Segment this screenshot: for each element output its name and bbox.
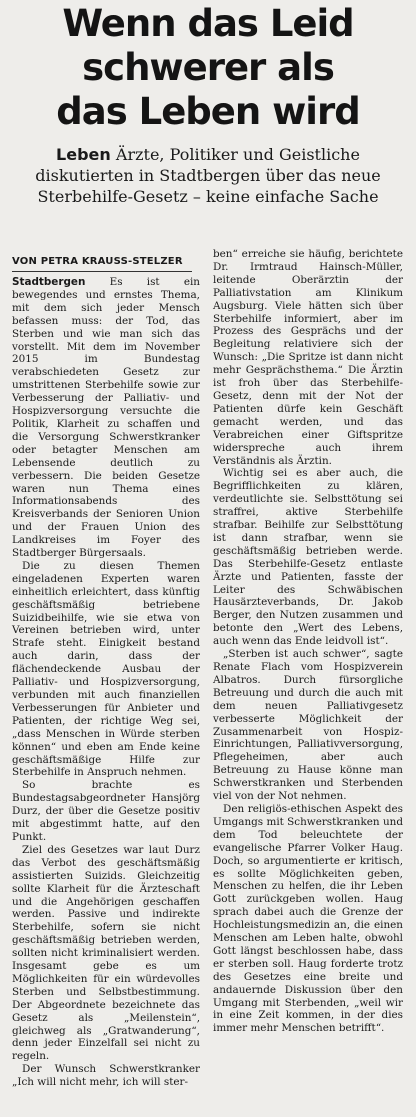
subheadline bbox=[0, 144, 416, 207]
paragraph: Ziel des Gesetzes war laut Durz das Verbot des geschäftsmäßig assistierten Suizids. Gleichzeitig sollte Klarheit für die Ärzteschaft und die Angehörigen geschaffen werden. Passive und indirekte Sterbehilfe, sofern sie nicht geschäftsmäßig betrieben werden, sollten nicht kriminalisiert werden. Insgesamt gebe es um Möglichkeiten für ein würdevolles Sterben und Selbstbestimmung. Der Abgeordnete bezeichnete das Gesetz als „Meilenstein“, gleichweg als „Gratwanderung“, denn jeder Einzelfall sei nicht zu regeln. bbox=[12, 843, 200, 1063]
paragraph: So brachte es Bundestagsabgeordneter Hansjörg Durz, der über die Gesetze positiv mit abgestimmt hatte, auf den Punkt. bbox=[12, 779, 200, 843]
subhead-lead-word: Leben bbox=[56, 145, 111, 164]
dateline: Stadtbergen bbox=[12, 276, 86, 288]
paragraph: Der Wunsch Schwerstkranker „Ich will nicht mehr, ich will ster- bbox=[12, 1063, 200, 1089]
headline-line-3: das Leben wird bbox=[56, 90, 360, 133]
paragraph: Wichtig sei es aber auch, die Begrifflichkeiten zu klären, verdeutlichte sie. Selbsttötung sei straffrei, aktive Sterbehilfe strafbar. Beihilfe zur Selbsttötung ist dann strafbar, wenn sie geschäftsmäßig betrieben werde. Das Sterbehilfe-Gesetz entlaste Ärzte und Patienten, fasste der Leiter des Schwäbischen Hausärzteverbands, Dr. Jakob Berger, den Nutzen zusammen und betonte den „Wert des Lebens, auch wenn das Ende leidvoll ist“. bbox=[213, 467, 403, 648]
column-left bbox=[12, 276, 200, 1089]
column-right bbox=[213, 248, 403, 1035]
paragraph: ben“ erreiche sie häufig, berichtete Dr. Irmtraud Hainsch-Müller, leitende Oberärztin der Palliativstation am Klinikum Augsburg. Viele hätten sich über Sterbehilfe informiert, aber im Prozess des Gesprächs und der Begleitung relativiere sich der Wunsch: „Die Spritze ist dann nicht mehr Gesprächsthema.“ Die Ärztin ist froh über das Sterbehilfe-Gesetz, denn mit der Not der Patienten dürfe kein Geschäft gemacht werden, und das Verabreichen einer Giftspritze widerspreche auch ihrem Verständnis als Ärztin. bbox=[213, 248, 403, 467]
paragraph: „Sterben ist auch schwer“, sagte Renate Flach vom Hospizverein Albatros. Durch fürsorgliche Betreuung und durch die auch mit dem neuen Palliativgesetz verbesserte Möglichkeit der Zusammenarbeit von Hospiz-Einrichtungen, Palliativversorgung, Pflegeheimen, aber auch Betreuung zu Hause könne man Schwerstkranken und Sterbenden viel von der Not nehmen. bbox=[213, 648, 403, 803]
subhead-text: Ärzte, Politiker und Geistliche diskutierten in Stadtbergen über das neue Sterbehilfe-Gesetz – keine einfache Sache bbox=[35, 145, 381, 206]
byline: VON PETRA KRAUSS-STELZER bbox=[12, 256, 183, 267]
paragraph-text: Es ist ein bewegendes und ernstes Thema, mit dem sich jeder Mensch befassen muss: der Tod, das Sterben und wie man sich das vorstellt. Mit dem im November 2015 im Bundestag verabschiedeten Gesetz zur umstrittenen Sterbehilfe sowie zur Verbesserung der Palliativ- und Hospizversorgung versuchte die Politik, Klarheit zu schaffen und die Versorgung Schwerstkranker oder betagter Menschen am Lebensende deutlich zu verbessern. Die beiden Gesetze waren nun Thema eines Informationsabends des Kreisverbands der Senioren Union und der Frauen Union des Landkreises im Foyer des Stadtberger Bürgersaals. bbox=[12, 276, 200, 560]
headline bbox=[0, 0, 416, 134]
paragraph: Den religiös-ethischen Aspekt des Umgangs mit Schwerstkranken und dem Tod beleuchtete der evangelische Pfarrer Volker Haug. Doch, so argumentierte er kritisch, es sollte Möglichkeiten geben, Menschen zu helfen, die ihr Leben Gott zurückgeben wollen. Haug sprach dabei auch die Grenze der Hochleistungsmedizin an, die einen Menschen am Leben halte, obwohl Gott längst beschlossen habe, dass er sterben soll. Haug forderte trotz des Gesetzes eine breite und andauernde Diskussion über den Umgang mit Sterbenden, „weil wir in eine Zeit kommen, in der dies immer mehr Menschen betrifft“. bbox=[213, 802, 403, 1035]
headline-line-1: Wenn das Leid bbox=[62, 2, 354, 45]
paragraph bbox=[12, 276, 200, 560]
headline-line-2: schwerer als bbox=[82, 46, 334, 89]
paragraph: Die zu diesen Themen eingeladenen Experten waren einheitlich erleichtert, dass künftig geschäftsmäßig betriebene Suizidbeihilfe, wie sie etwa von Vereinen betrieben wird, unter Strafe steht. Einigkeit bestand auch darin, dass der flächendeckende Ausbau der Palliativ- und Hospizversorgung, verbunden mit auch finanziellen Verbesserungen für Anbieter und Patienten, der richtige Weg sei, „dass Menschen in Würde sterben können“ und eben am Ende keine geschäftsmäßige Hilfe zur Sterbehilfe in Anspruch nehmen. bbox=[12, 559, 200, 779]
byline-divider bbox=[12, 271, 192, 272]
